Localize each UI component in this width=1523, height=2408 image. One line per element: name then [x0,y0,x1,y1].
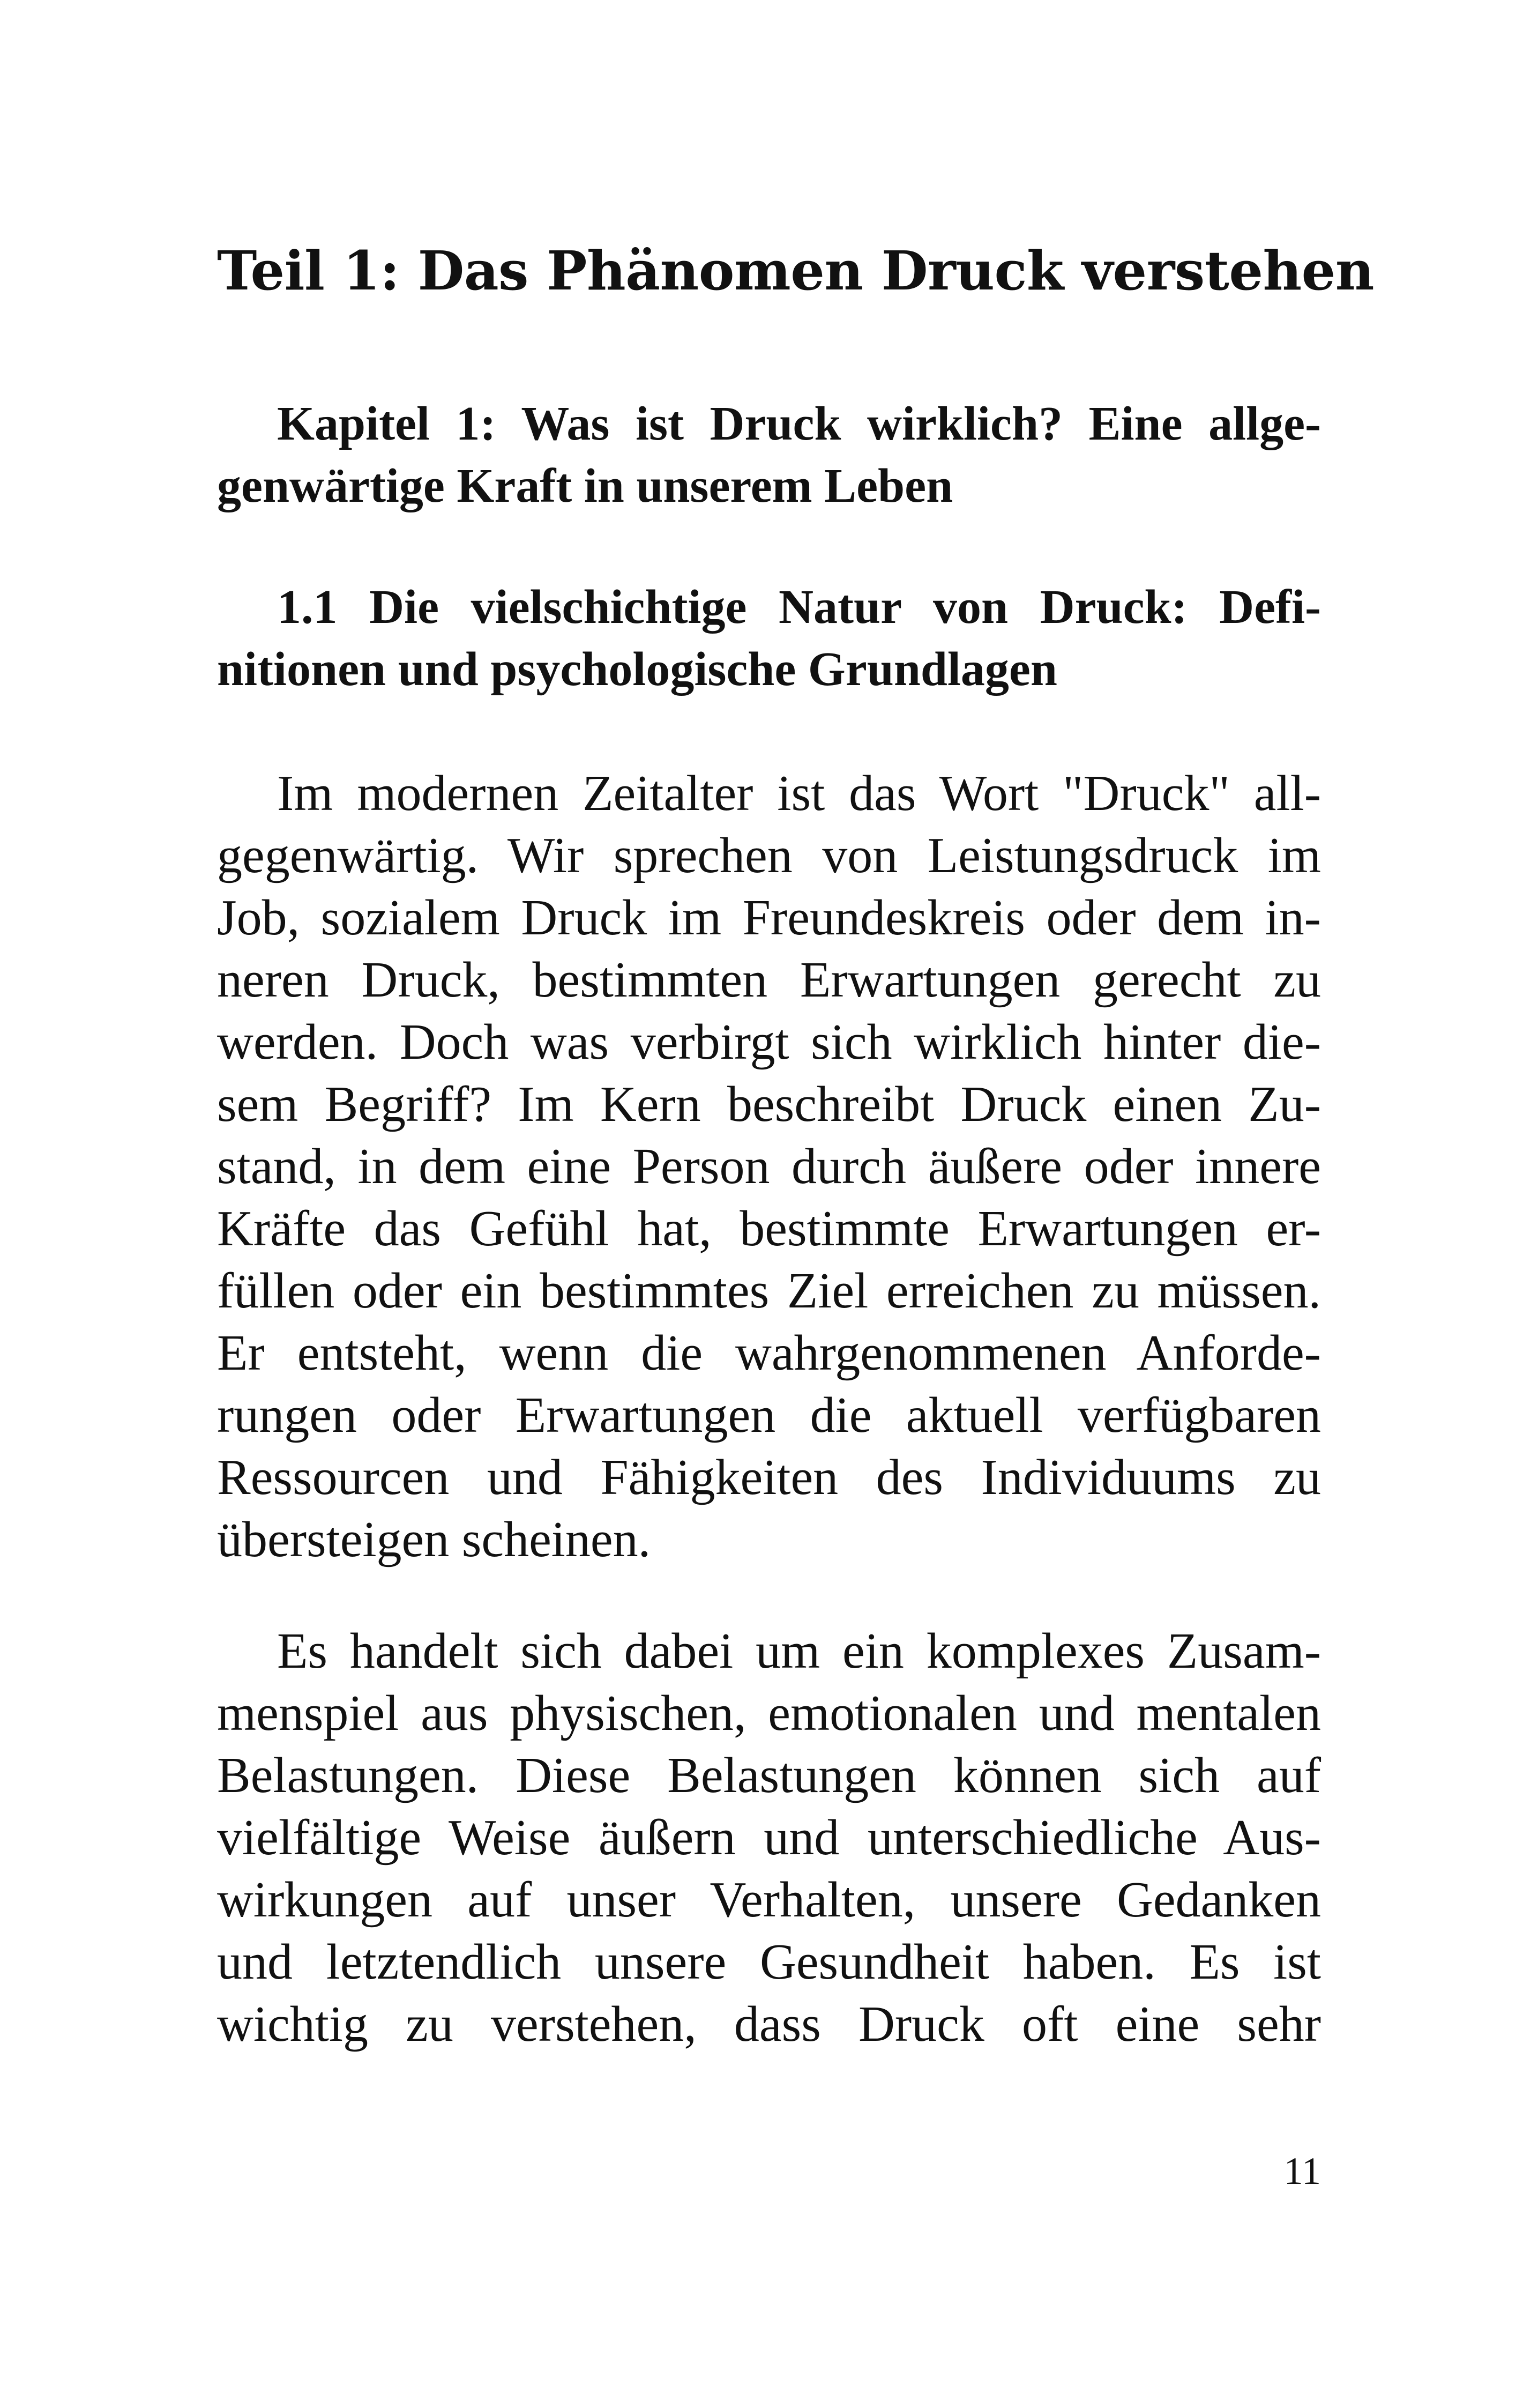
text-line: menspiel aus physischen, emotionalen und mentalen [217,1685,1321,1741]
text-line: übersteigen scheinen. [217,1512,651,1567]
text-line: vielfältige Weise äußern und unterschiedliche Aus- [217,1810,1321,1866]
text-line: wirkungen auf unser Verhalten, unsere Gedanken [217,1872,1321,1928]
text-line: gegenwärtig. Wir sprechen von Leistungsdruck im [217,828,1321,883]
text-line: füllen oder ein bestimmtes Ziel erreichen zu müssen. [217,1263,1321,1319]
section-heading [217,576,1321,701]
text-line: stand, in dem eine Person durch äußere oder innere [217,1139,1321,1194]
text-line: Job, sozialem Druck im Freundeskreis oder dem in- [217,890,1321,946]
text-line: Es handelt sich dabei um ein komplexes Zusam- [277,1623,1321,1679]
text-line: rungen oder Erwartungen die aktuell verfügbaren [217,1387,1321,1443]
text-line: Ressourcen und Fähigkeiten des Individuums zu [217,1450,1321,1505]
text-line: werden. Doch was verbirgt sich wirklich hinter die- [217,1014,1321,1070]
chapter-heading [217,393,1321,517]
part-title: Teil 1: Das Phänomen Druck verstehen [217,239,1375,302]
text-line: sem Begriff? Im Kern beschreibt Druck einen Zu- [217,1076,1321,1132]
page-number: 11 [1283,2150,1321,2193]
text-line: Im modernen Zeitalter ist das Wort "Druck" all- [277,765,1321,821]
chapter-heading-line: Kapitel 1: Was ist Druck wirklich? Eine allge- [277,397,1321,450]
section-heading-line: 1.1 Die vielschichtige Natur von Druck: Defi- [277,581,1321,634]
text-line: neren Druck, bestimmten Erwartungen gerecht zu [217,952,1321,1008]
text-line: Kräfte das Gefühl hat, bestimmte Erwartungen er- [217,1201,1321,1257]
text-line: Belastungen. Diese Belastungen können sich auf [217,1748,1321,1803]
body-paragraph [217,1620,1321,2055]
text-line: Er entsteht, wenn die wahrgenommenen Anforde- [217,1325,1321,1381]
section-heading-line: nitionen und psychologische Grundlagen [217,643,1057,696]
text-line: wichtig zu verstehen, dass Druck oft eine sehr [217,1996,1321,2052]
body-paragraph [217,762,1321,1571]
text-line: und letztendlich unsere Gesundheit haben. Es ist [217,1934,1321,1990]
chapter-heading-line: genwärtige Kraft in unserem Leben [217,459,953,512]
